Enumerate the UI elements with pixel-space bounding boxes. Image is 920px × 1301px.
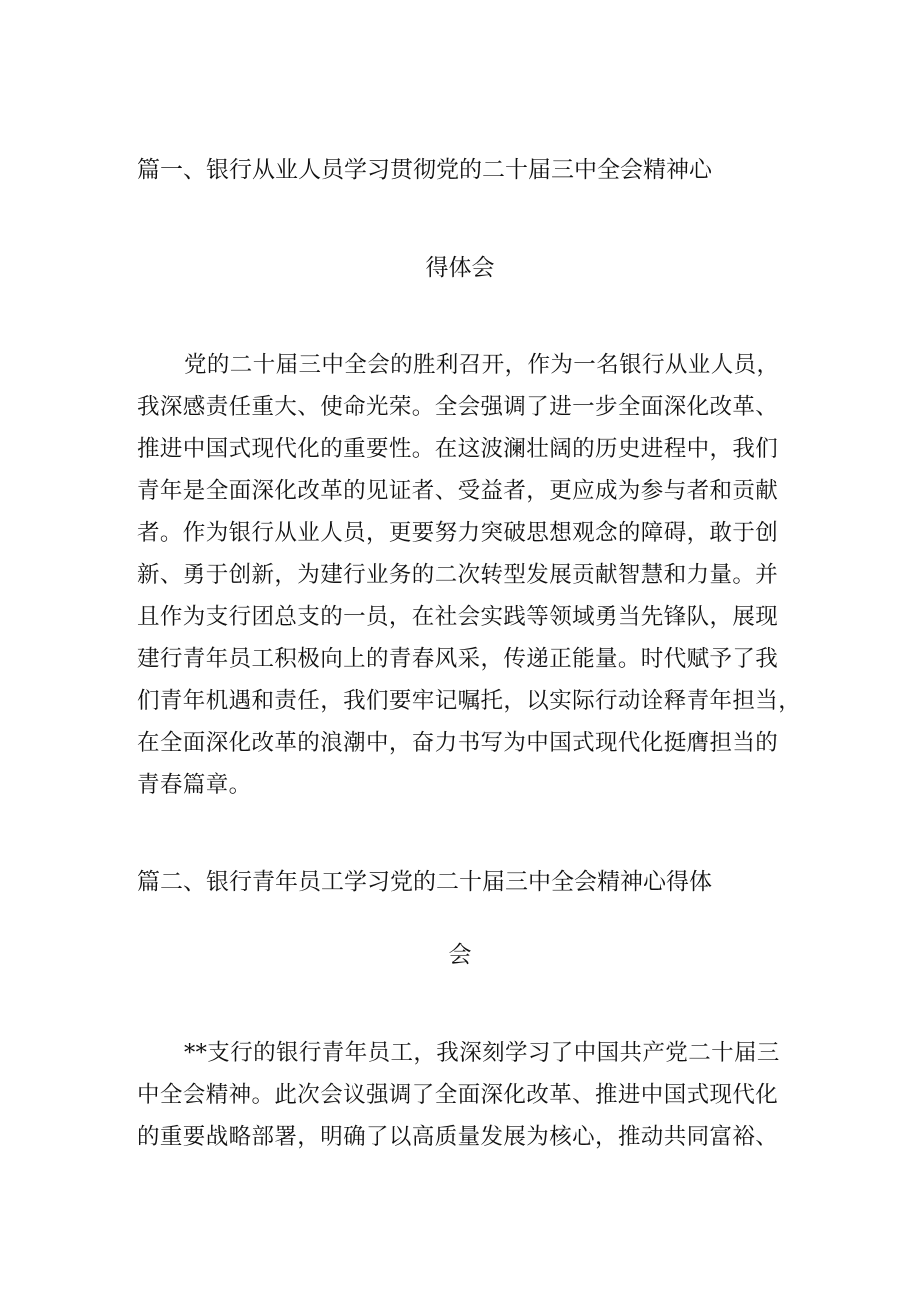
article-2-paragraph-line: 中全会精神。此次会议强调了全面深化改革、推进中国式现代化 [137,1082,779,1108]
article-1-title-line-1: 篇一、银行从业人员学习贯彻党的二十届三中全会精神心 [137,157,712,183]
article-1-paragraph-line: 青春篇章。 [137,772,252,798]
article-1-paragraph-line: 青年是全面深化改革的见证者、受益者，更应成为参与者和贡献 [137,478,779,504]
article-1-paragraph-line: 们青年机遇和责任，我们要牢记嘱托，以实际行动诠释青年担当， [137,688,802,714]
article-1-paragraph-line: 建行青年员工积极向上的青春风采，传递正能量。时代赋予了我 [137,646,779,672]
article-2-title-line-2: 会 [448,942,472,968]
article-1-paragraph-line: 且作为支行团总支的一员，在社会实践等领域勇当先锋队，展现 [137,604,779,630]
article-1-paragraph-line: 新、勇于创新，为建行业务的二次转型发展贡献智慧和力量。并 [137,562,779,588]
article-1-title-line-2: 得体会 [425,255,495,281]
article-1-paragraph-line: 我深感责任重大、使命光荣。全会强调了进一步全面深化改革、 [137,394,779,420]
article-1-paragraph-line: 推进中国式现代化的重要性。在这波澜壮阔的历史进程中，我们 [137,436,779,462]
article-1-paragraph-line: 党的二十届三中全会的胜利召开，作为一名银行从业人员， [184,352,780,378]
article-2-paragraph-line: **支行的银行青年员工，我深刻学习了中国共产党二十届三 [184,1040,780,1066]
article-1-paragraph-line: 在全面深化改革的浪潮中，奋力书写为中国式现代化挺膺担当的 [137,730,779,756]
article-2-paragraph-line: 的重要战略部署，明确了以高质量发展为核心，推动共同富裕、 [137,1124,779,1150]
article-2-title-line-1: 篇二、银行青年员工学习党的二十届三中全会精神心得体 [137,869,712,895]
article-1-paragraph-line: 者。作为银行从业人员，更要努力突破思想观念的障碍，敢于创 [137,520,779,546]
